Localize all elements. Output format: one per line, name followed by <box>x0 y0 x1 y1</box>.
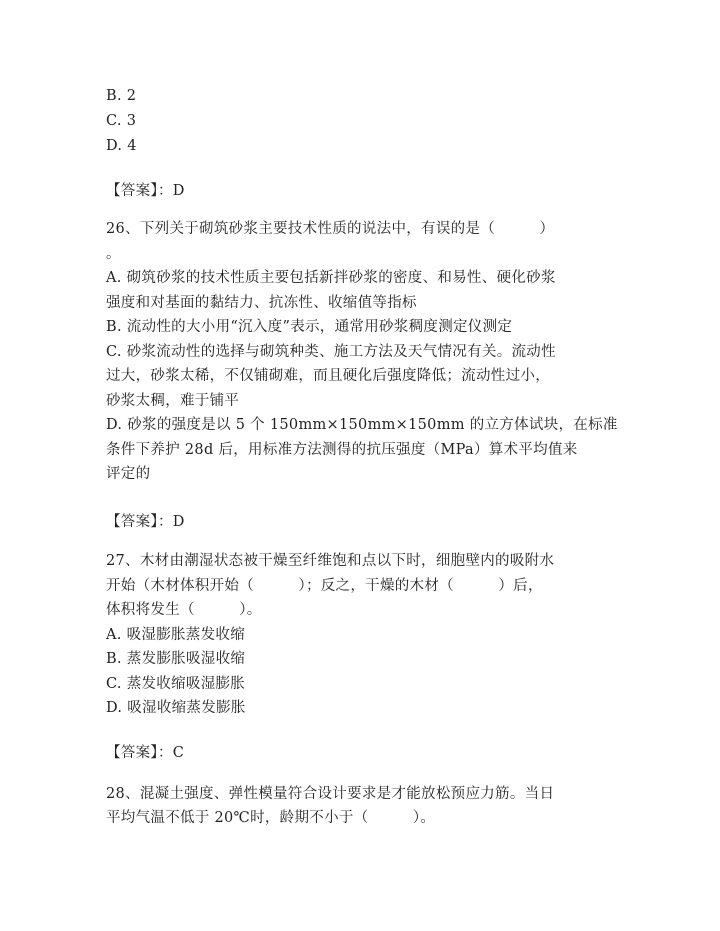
q25-answer: 【答案】：D <box>106 183 185 199</box>
q27-stem-line-2: 开始（木材体积开始（ ）；反之，干燥的木材（ ）后， <box>106 578 543 594</box>
q26-stem-line-2: 。 <box>106 246 121 262</box>
q25-option-d: D. 4 <box>106 138 137 154</box>
q26-option-d-line-1: D. 砂浆的强度是以 5 个 150mm×150mm×150mm 的立方体试块，在标准 <box>106 417 618 433</box>
q27-stem-line-3: 体积将发生（ ）。 <box>106 602 262 618</box>
q26-answer: 【答案】：D <box>106 514 185 530</box>
q26-option-c-line-1: C. 砂浆流动性的选择与砌筑种类、施工方法及天气情况有关。流动性 <box>106 344 556 360</box>
q27-option-b: B. 蒸发膨胀吸湿收缩 <box>106 651 246 667</box>
q25-option-b: B. 2 <box>106 88 137 104</box>
q26-option-a-line-2: 强度和对基面的黏结力、抗冻性、收缩值等指标 <box>106 295 417 311</box>
q26-option-d-line-2: 条件下养护 28d 后，用标准方法测得的抗压强度（MPa）算术平均值来 <box>106 442 578 458</box>
q27-option-c: C. 蒸发收缩吸湿膨胀 <box>106 676 246 692</box>
q27-option-a: A. 吸湿膨胀蒸发收缩 <box>106 627 245 643</box>
q27-answer: 【答案】：C <box>106 745 185 761</box>
q28-stem-line-2: 平均气温不低于 20℃时，龄期不小于（ ）。 <box>106 810 436 826</box>
q26-option-a-line-1: A. 砌筑砂浆的技术性质主要包括新拌砂浆的密度、和易性、硬化砂浆 <box>106 270 556 286</box>
q26-option-c-line-3: 砂浆太稠，难于铺平 <box>106 393 240 409</box>
q26-stem-line-1: 26、下列关于砌筑砂浆主要技术性质的说法中，有误的是（ ） <box>106 221 555 237</box>
q25-option-c: C. 3 <box>106 113 137 129</box>
q27-stem-line-1: 27、木材由潮湿状态被干燥至纤维饱和点以下时，细胞壁内的吸附水 <box>106 553 555 569</box>
q26-option-d-line-3: 评定的 <box>106 466 151 482</box>
q26-option-b: B. 流动性的大小用“沉入度”表示，通常用砂浆稠度测定仪测定 <box>106 319 513 335</box>
q28-stem-line-1: 28、混凝土强度、弹性模量符合设计要求是才能放松预应力筋。当日 <box>106 786 555 802</box>
q27-option-d: D. 吸湿收缩蒸发膨胀 <box>106 700 246 716</box>
q26-option-c-line-2: 过大，砂浆太稀，不仅铺砌难，而且硬化后强度降低；流动性过小， <box>106 368 550 384</box>
